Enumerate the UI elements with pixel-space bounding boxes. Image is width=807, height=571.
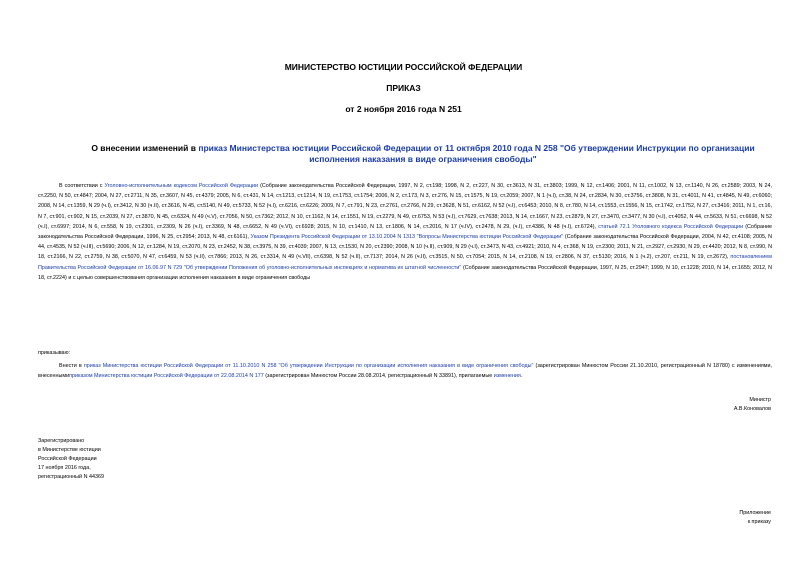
preamble-link-uik[interactable]: Уголовно-исполнительным кодексом Российской Федерации	[104, 183, 259, 189]
amendment-link-changes[interactable]: изменения	[493, 373, 521, 380]
registration-line-4: 17 ноября 2016 года,	[38, 465, 91, 471]
amendment-link-order-258[interactable]: приказ Министерства юстиции Российской Федерации от 11.10.2010 N 258 "Об утверждении Инструкции по организации исполнения наказания в виде ограничения свободы"	[83, 363, 534, 369]
doc-type-heading: ПРИКАЗ	[386, 83, 421, 93]
signature-name: А.В.Коновалов	[733, 406, 771, 412]
appendix-block	[739, 509, 771, 527]
preamble-text-5: (Собрание законодательства Российской Федерации, 1997, N 25, ст.2947; 1999, N 10, ст.1228; 2010, N 14, ст.1655; 2012, N 18, ст.2224) и с целью совершенствования организации исполнения наказания в виде ограничения свободы	[38, 264, 773, 281]
order-title	[86, 143, 760, 165]
preamble-link-resolution-729[interactable]: постановлением Правительства Российской Федерации от 16.06.97 N 729 "Об утверждении Положения об уголовно-исполнительных инспекциях и норматива их штатной численности"	[38, 254, 772, 271]
preamble-paragraph	[38, 181, 772, 283]
registration-line-1: Зарегистрировано	[38, 438, 85, 444]
appendix-line-2: к приказу	[747, 519, 771, 525]
order-word: приказываю:	[38, 350, 71, 356]
order-date-number: от 2 ноября 2016 года N 251	[345, 104, 462, 114]
preamble-text-1: В соответствии с	[59, 183, 105, 189]
preamble-text-2: (Собрание законодательства Российской Федерации, 1997, N 2, ст.198; 1998, N 2, ст.227, N 30, ст.3613, N 31, ст.3803; 1999, N 12, ст.1406; 2001, N 11, ст.1002, N 13, ст.1140, N 26, ст.2589; 2003, N 24, ст.2250, N 50, ст.4847; 2004, N 27, ст.2711, N 35, ст.3607, N 45, ст.4379; 2005, N 6, ст.431, N 14, ст.1213, ст.1214, N 19, ст.1753, ст.1754; 2006, N 2, ст.173, N 3, ст.276, N 15, ст.1575, N 19, ст.2059; 2007, N 1 (ч.I), ст.38, N 24, ст.2834, N 30, ст.3756, ст.3808, N 31, ст.4011, N 41, ст.4845, N 49, ст.6060; 2008, N 14, ст.1359, N 29 (ч.I), ст.3412, N 30 (ч.II), ст.3616, N 45, ст.5140, N 49, ст.5733, N 52 (ч.I), ст.6216, ст.6226; 2009, N 7, ст.791, N 23, ст.2761, ст.2766, N 29, ст.3628, N 51, ст.6162, N 52 (ч.I), ст.6453; 2010, N 8, ст.780, N 14, ст.1553, ст.1556, N 15, ст.1742, ст.1752, N 27, ст.3416; 2011, N 1, ст.16, N 7, ст.901, ст.902, N 15, ст.2039, N 27, ст.3870, N 45, ст.6324, N 49 (ч.V), ст.7056, N 50, ст.7362; 2012, N 10, ст.1162, N 14, ст.1551, N 19, ст.2279, N 49, ст.6753, N 53 (ч.I), ст.7629, ст.7638; 2013, N 14, ст.1667, N 23, ст.2879, N 27, ст.3470, ст.3477, N 30 (ч.I), ст.4052, N 44, ст.5633, N 51, ст.6698, N 52 (ч.I), ст.6997; 2014, N 6, ст.558, N 19, ст.2301, ст.2309, N 26 (ч.I), ст.3369, N 48, ст.6652, N 49 (ч.VI), ст.6928; 2015, N 10, ст.1410, N 13, ст.1806, N 14, ст.2016, N 17 (ч.IV), ст.2478, N 29, (ч.I), ст.4386, N 48 (ч.I), ст.6724),	[38, 183, 772, 230]
ministry-heading: МИНИСТЕРСТВО ЮСТИЦИИ РОССИЙСКОЙ ФЕДЕРАЦИИ	[284, 62, 523, 72]
title-link[interactable]: приказ Министерства юстиции Российской Федерации от 11 октября 2010 года N 258 "Об утверждении Инструкции по организации исполнения наказания в виде ограничения свободы"	[198, 143, 755, 164]
registration-block	[38, 437, 104, 482]
signature-block	[734, 396, 771, 414]
amendment-text-1: Внести в	[59, 363, 84, 369]
preamble-text-4: (Собрание законодательства Российской Федерации, 2004, N 42, ст.4108; 2005, N 44, ст.4535, N 52 (ч.III), ст.5690; 2006, N 12, ст.1284, N 19, ст.2070, N 23, ст.2452, N 38, ст.3975, N 39, ст.4039; 2007, N 13, ст.1530, N 20, ст.2390; 2008, N 10 (ч.II), ст.909, N 29 (ч.I), ст.3473, N 43, ст.4921; 2010, N 4, ст.368, N 19, ст.2300; 2011, N 21, ст.2927, ст.2930, N 29, ст.4420; 2012, N 8, ст.990, N 18, ст.2166, N 22, ст.2759, N 38, ст.5070, N 47, ст.6459, N 53 (ч.II), ст.7866; 2013, N 26, ст.3314, N 49 (ч.VII), ст.6398, N 52 (ч.II), ст.7137; 2014, N 26 (ч.II), ст.3515, N 50, ст.7054; 2015, N 14, ст.2108, N 19, ст.2806, N 37, ст.5130; 2016, N 1 (ч.2), ст.207, ст.211, N 19, ст.2672),	[38, 234, 772, 261]
amendment-paragraph	[38, 361, 772, 381]
registration-line-2: в Министерстве юстиции	[38, 447, 101, 453]
amendment-text-2: (зарегистрирован Минюстом России 21.10.2010, регистрационный N 18780) с изменениями, внесенными	[38, 363, 772, 380]
registration-line-5: регистрационный N 44369	[38, 474, 104, 480]
signature-position: Министр	[749, 397, 771, 403]
registration-line-3: Российской Федерации	[38, 456, 97, 462]
title-prefix: О внесении изменений в	[91, 143, 199, 153]
amendment-text-3: (зарегистрирован Минюстом России 28.08.2014, регистрационный N 33891), прилагаемые	[263, 373, 494, 380]
preamble-link-uk-72-1[interactable]: статьей 72.1 Уголовного кодекса Российской Федерации	[598, 223, 744, 230]
amendment-link-order-177[interactable]: приказом Министерства юстиции Российской Федерации от 22.08.2014 N 177	[69, 373, 264, 380]
preamble-text-3: (Собрание законодательства Российской Федерации, 1996, N 25, ст.2954; 2013, N 48, ст.6161),	[38, 223, 772, 241]
amendment-text-4: .	[520, 373, 523, 380]
appendix-line-1: Приложение	[739, 510, 771, 516]
preamble-link-decree-1313[interactable]: Указом Президента Российской Федерации от 13.10.2004 N 1313 "Вопросы Министерства юстиции Российской Федерации"	[250, 234, 564, 241]
